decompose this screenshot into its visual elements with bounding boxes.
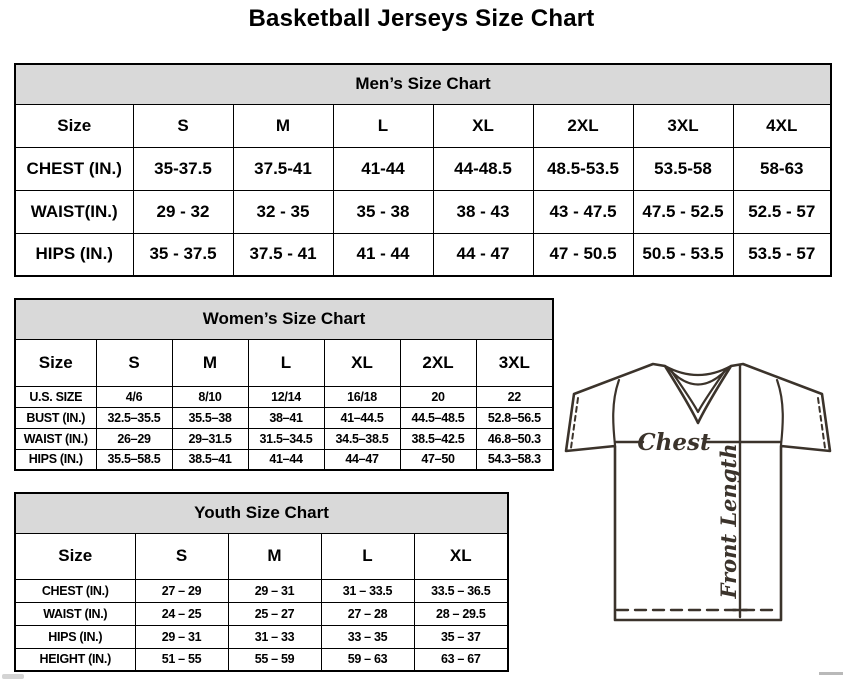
men-column-header: XL	[433, 104, 533, 147]
youth-row-label: WAIST (IN.)	[15, 602, 135, 625]
men-cell: 38 - 43	[433, 190, 533, 233]
men-cell: 50.5 - 53.5	[633, 233, 733, 276]
youth-column-header: XL	[414, 533, 508, 579]
women-cell: 35.5–38	[172, 407, 248, 428]
youth-cell: 59 – 63	[321, 648, 414, 671]
men-cell: 53.5-58	[633, 147, 733, 190]
men-cell: 43 - 47.5	[533, 190, 633, 233]
women-cell: 44–47	[324, 449, 400, 470]
women-column-header: XL	[324, 339, 400, 386]
men-row-label: HIPS (IN.)	[15, 233, 133, 276]
women-row-label: HIPS (IN.)	[15, 449, 96, 470]
women-cell: 20	[400, 386, 476, 407]
women-cell: 41–44.5	[324, 407, 400, 428]
youth-cell: 35 – 37	[414, 625, 508, 648]
women-row-label: BUST (IN.)	[15, 407, 96, 428]
women-cell: 41–44	[248, 449, 324, 470]
men-cell: 53.5 - 57	[733, 233, 831, 276]
women-cell: 31.5–34.5	[248, 428, 324, 449]
youth-column-header: L	[321, 533, 414, 579]
men-cell: 37.5-41	[233, 147, 333, 190]
youth-cell: 25 – 27	[228, 602, 321, 625]
men-row-label: CHEST (IN.)	[15, 147, 133, 190]
women-table-title: Women’s Size Chart	[15, 299, 553, 339]
youth-size-table	[14, 492, 509, 672]
jersey-outline-shape	[566, 364, 830, 620]
youth-column-header: S	[135, 533, 228, 579]
women-cell: 38–41	[248, 407, 324, 428]
youth-cell: 29 – 31	[228, 579, 321, 602]
men-cell: 41-44	[333, 147, 433, 190]
men-column-header: Size	[15, 104, 133, 147]
women-cell: 16/18	[324, 386, 400, 407]
youth-cell: 51 – 55	[135, 648, 228, 671]
men-cell: 47 - 50.5	[533, 233, 633, 276]
youth-table-title: Youth Size Chart	[15, 493, 508, 533]
men-column-header: 2XL	[533, 104, 633, 147]
men-cell: 58-63	[733, 147, 831, 190]
women-column-header: M	[172, 339, 248, 386]
youth-cell: 31 – 33	[228, 625, 321, 648]
men-column-header: S	[133, 104, 233, 147]
scrollbar-fragment-left[interactable]	[2, 674, 24, 679]
women-cell: 32.5–35.5	[96, 407, 172, 428]
men-cell: 47.5 - 52.5	[633, 190, 733, 233]
youth-cell: 55 – 59	[228, 648, 321, 671]
men-table-title: Men’s Size Chart	[15, 64, 831, 104]
youth-cell: 28 – 29.5	[414, 602, 508, 625]
women-cell: 38.5–41	[172, 449, 248, 470]
front-length-label: Front Length	[716, 443, 741, 599]
youth-cell: 31 – 33.5	[321, 579, 414, 602]
women-column-header: Size	[15, 339, 96, 386]
youth-column-header: M	[228, 533, 321, 579]
youth-cell: 63 – 67	[414, 648, 508, 671]
youth-column-header: Size	[15, 533, 135, 579]
youth-row-label: HEIGHT (IN.)	[15, 648, 135, 671]
men-cell: 44-48.5	[433, 147, 533, 190]
men-cell: 29 - 32	[133, 190, 233, 233]
women-cell: 12/14	[248, 386, 324, 407]
youth-cell: 27 – 28	[321, 602, 414, 625]
chest-label: Chest	[637, 429, 711, 456]
youth-row-label: CHEST (IN.)	[15, 579, 135, 602]
women-cell: 26–29	[96, 428, 172, 449]
youth-cell: 33 – 35	[321, 625, 414, 648]
women-column-header: 3XL	[476, 339, 553, 386]
women-cell: 52.8–56.5	[476, 407, 553, 428]
women-column-header: S	[96, 339, 172, 386]
men-cell: 35 - 37.5	[133, 233, 233, 276]
women-cell: 46.8–50.3	[476, 428, 553, 449]
men-column-header: 4XL	[733, 104, 831, 147]
women-cell: 47–50	[400, 449, 476, 470]
jersey-measurement-diagram	[553, 356, 843, 630]
men-column-header: 3XL	[633, 104, 733, 147]
youth-cell: 33.5 – 36.5	[414, 579, 508, 602]
men-cell: 48.5-53.5	[533, 147, 633, 190]
men-cell: 32 - 35	[233, 190, 333, 233]
women-row-label: U.S. SIZE	[15, 386, 96, 407]
women-cell: 8/10	[172, 386, 248, 407]
women-cell: 34.5–38.5	[324, 428, 400, 449]
men-cell: 35 - 38	[333, 190, 433, 233]
men-cell: 35-37.5	[133, 147, 233, 190]
men-cell: 41 - 44	[333, 233, 433, 276]
page-title: Basketball Jerseys Size Chart	[248, 5, 595, 32]
men-cell: 37.5 - 41	[233, 233, 333, 276]
women-cell: 4/6	[96, 386, 172, 407]
men-cell: 52.5 - 57	[733, 190, 831, 233]
women-cell: 38.5–42.5	[400, 428, 476, 449]
women-cell: 44.5–48.5	[400, 407, 476, 428]
women-column-header: L	[248, 339, 324, 386]
youth-cell: 24 – 25	[135, 602, 228, 625]
youth-cell: 27 – 29	[135, 579, 228, 602]
women-cell: 35.5–58.5	[96, 449, 172, 470]
men-cell: 44 - 47	[433, 233, 533, 276]
women-cell: 29–31.5	[172, 428, 248, 449]
women-column-header: 2XL	[400, 339, 476, 386]
women-cell: 22	[476, 386, 553, 407]
womens-size-table	[14, 298, 554, 471]
mens-size-table	[14, 63, 832, 277]
women-cell: 54.3–58.3	[476, 449, 553, 470]
men-column-header: M	[233, 104, 333, 147]
youth-row-label: HIPS (IN.)	[15, 625, 135, 648]
women-row-label: WAIST (IN.)	[15, 428, 96, 449]
men-row-label: WAIST(IN.)	[15, 190, 133, 233]
men-column-header: L	[333, 104, 433, 147]
scrollbar-fragment-right[interactable]	[819, 672, 843, 675]
youth-cell: 29 – 31	[135, 625, 228, 648]
